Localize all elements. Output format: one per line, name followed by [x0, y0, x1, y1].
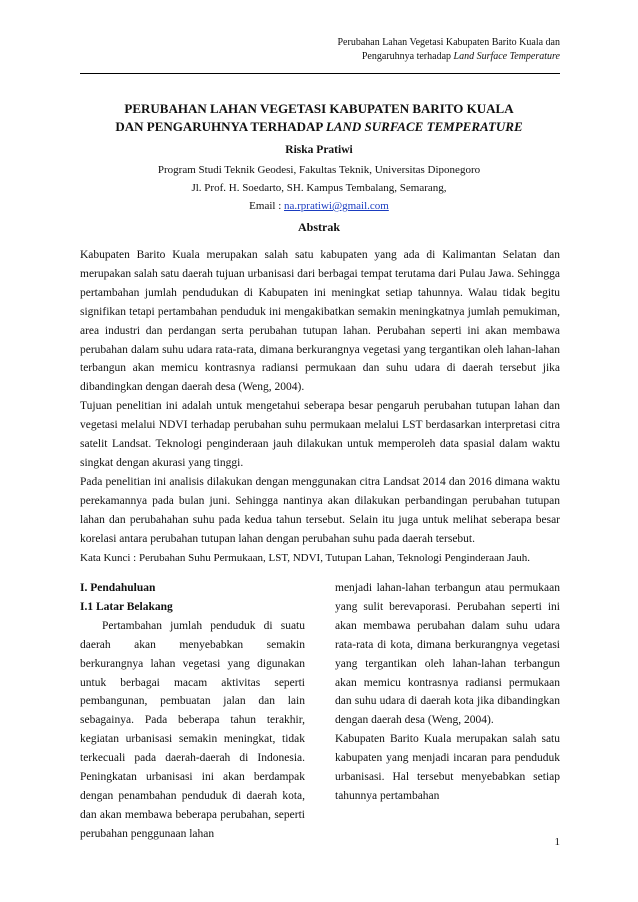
- subsection-heading-latar-belakang: I.1 Latar Belakang: [80, 600, 173, 613]
- section-heading-pendahuluan: I. Pendahuluan: [80, 582, 156, 594]
- right-column: [335, 579, 560, 806]
- abstract-paragraph-2: Tujuan penelitian ini adalah untuk mengetahui seberapa besar pengaruh perubahan tutupan lahan dan vegetasi melalui NDVI terhadap perubahan suhu permukaan melalui LST berdasarkan interpretasi citra satelit Landsat. Teknologi penginderaan jauh dilakukan untuk memperoleh data spasial dalam waktu singkat dengan akurasi yang tinggi.: [80, 400, 560, 469]
- paper-title-line1: PERUBAHAN LAHAN VEGETASI KABUPATEN BARITO KUALA: [124, 101, 514, 116]
- author-name: Riska Pratiwi: [285, 144, 353, 156]
- abstract-body: [80, 246, 560, 567]
- left-column-paragraph: Pertambahan jumlah penduduk di suatu daerah akan menyebabkan semakin berkurangnya lahan vegetasi yang digunakan untuk berbagai macam aktivitas seperti pembangunan, pembuatan jalan dan lain sebagainya. Pada beberapa tahun terakhir, kegiatan urbanisasi semakin meningkat, tidak terkecuali pada daerah-daerah di Indonesia. Peningkatan urbanisasi ini akan berdampak dengan penambahan penduduk di daerah kota, dan akan membawa beberapa perubahan, seperti perubahan penggunaan lahan: [80, 619, 305, 840]
- affiliation: [60, 161, 578, 215]
- page-number: 1: [554, 836, 560, 848]
- keywords: Kata Kunci : Perubahan Suhu Permukaan, LST, NDVI, Tutupan Lahan, Teknologi Penginderaan Jauh.: [80, 551, 531, 564]
- right-column-paragraph-1: menjadi lahan-lahan terbangun atau permukaan yang sulit berevaporasi. Perubahan seperti ini akan membawa perubahan dalam suhu udara rata-rata di kota, dimana berkurangnya vegetasi yang tergantikan oleh lahan-lahan terbangun akan memicu kontrasnya radiansi permukaan dan suhu udara di daerah kota jika dibandingkan dengan daerah desa (Weng, 2004).: [335, 582, 560, 727]
- abstract-paragraph-1: Kabupaten Barito Kuala merupakan salah satu kabupaten yang ada di Kalimantan Selatan dan merupakan salah satu daerah tujuan urbanisasi dari berbagai tempat terutama dari Pulau Jawa. Sehingga pertambahan jumlah pendudukan di Kabupaten ini meningkat setiap tahunnya. Walau tidak begitu signifikan tetapi pertambahan penduduk ini mengakibatkan semakin meningkatnya jumlah pemukiman, area industri dan perdangan serta perubahan tutupan lahan. Perubahan seperti ini akan membawa perubahan dalam suhu udara rata-rata, dimana berkurangnya vegetasi yang tergantikan oleh lahan-lahan terbangun akan memicu kontrasnya radiansi permukaan dan suhu udara di daerah tersebut jika dibandingkan dengan daerah desa (Weng, 2004).: [80, 249, 560, 394]
- abstract-heading: Abstrak: [297, 220, 340, 234]
- running-header-line2: Pengaruhnya terhadap Land Surface Temperature: [361, 51, 560, 62]
- right-column-paragraph-2: Kabupaten Barito Kuala merupakan salah satu kabupaten yang menjadi incaran para penduduk urbanisasi. Hal tersebut menyebabkan setiap tahunnya pertambahan: [335, 733, 560, 802]
- running-header-line1: Perubahan Lahan Vegetasi Kabupaten Barito Kuala dan: [337, 37, 560, 48]
- header-rule: [80, 73, 560, 74]
- paper-title: [60, 100, 578, 136]
- affiliation-line2: Jl. Prof. H. Soedarto, SH. Kampus Tembalang, Semarang,: [191, 182, 447, 194]
- email-line: Email : na.rpratiwi@gmail.com: [249, 200, 389, 212]
- email-link[interactable]: na.rpratiwi@gmail.com: [284, 200, 389, 212]
- running-header: [337, 36, 560, 64]
- affiliation-line1: Program Studi Teknik Geodesi, Fakultas Teknik, Universitas Diponegoro: [157, 164, 481, 176]
- left-column: [80, 579, 305, 844]
- paper-title-line2: DAN PENGARUHNYA TERHADAP LAND SURFACE TEMPERATURE: [115, 119, 523, 134]
- abstract-paragraph-3: Pada penelitian ini analisis dilakukan dengan menggunakan citra Landsat 2014 dan 2016 dimana waktu perekamannya pada bulan juni. Sehingga nantinya akan dilakukan perbandingan perubahan tutupan lahan dan perubahahan suhu pada kedua tahun tersebut. Selain itu juga untuk melihat seberapa besar korelasi antara perubahan tutupan lahan dengan perubahan suhu pada daerah tersebut.: [80, 475, 560, 545]
